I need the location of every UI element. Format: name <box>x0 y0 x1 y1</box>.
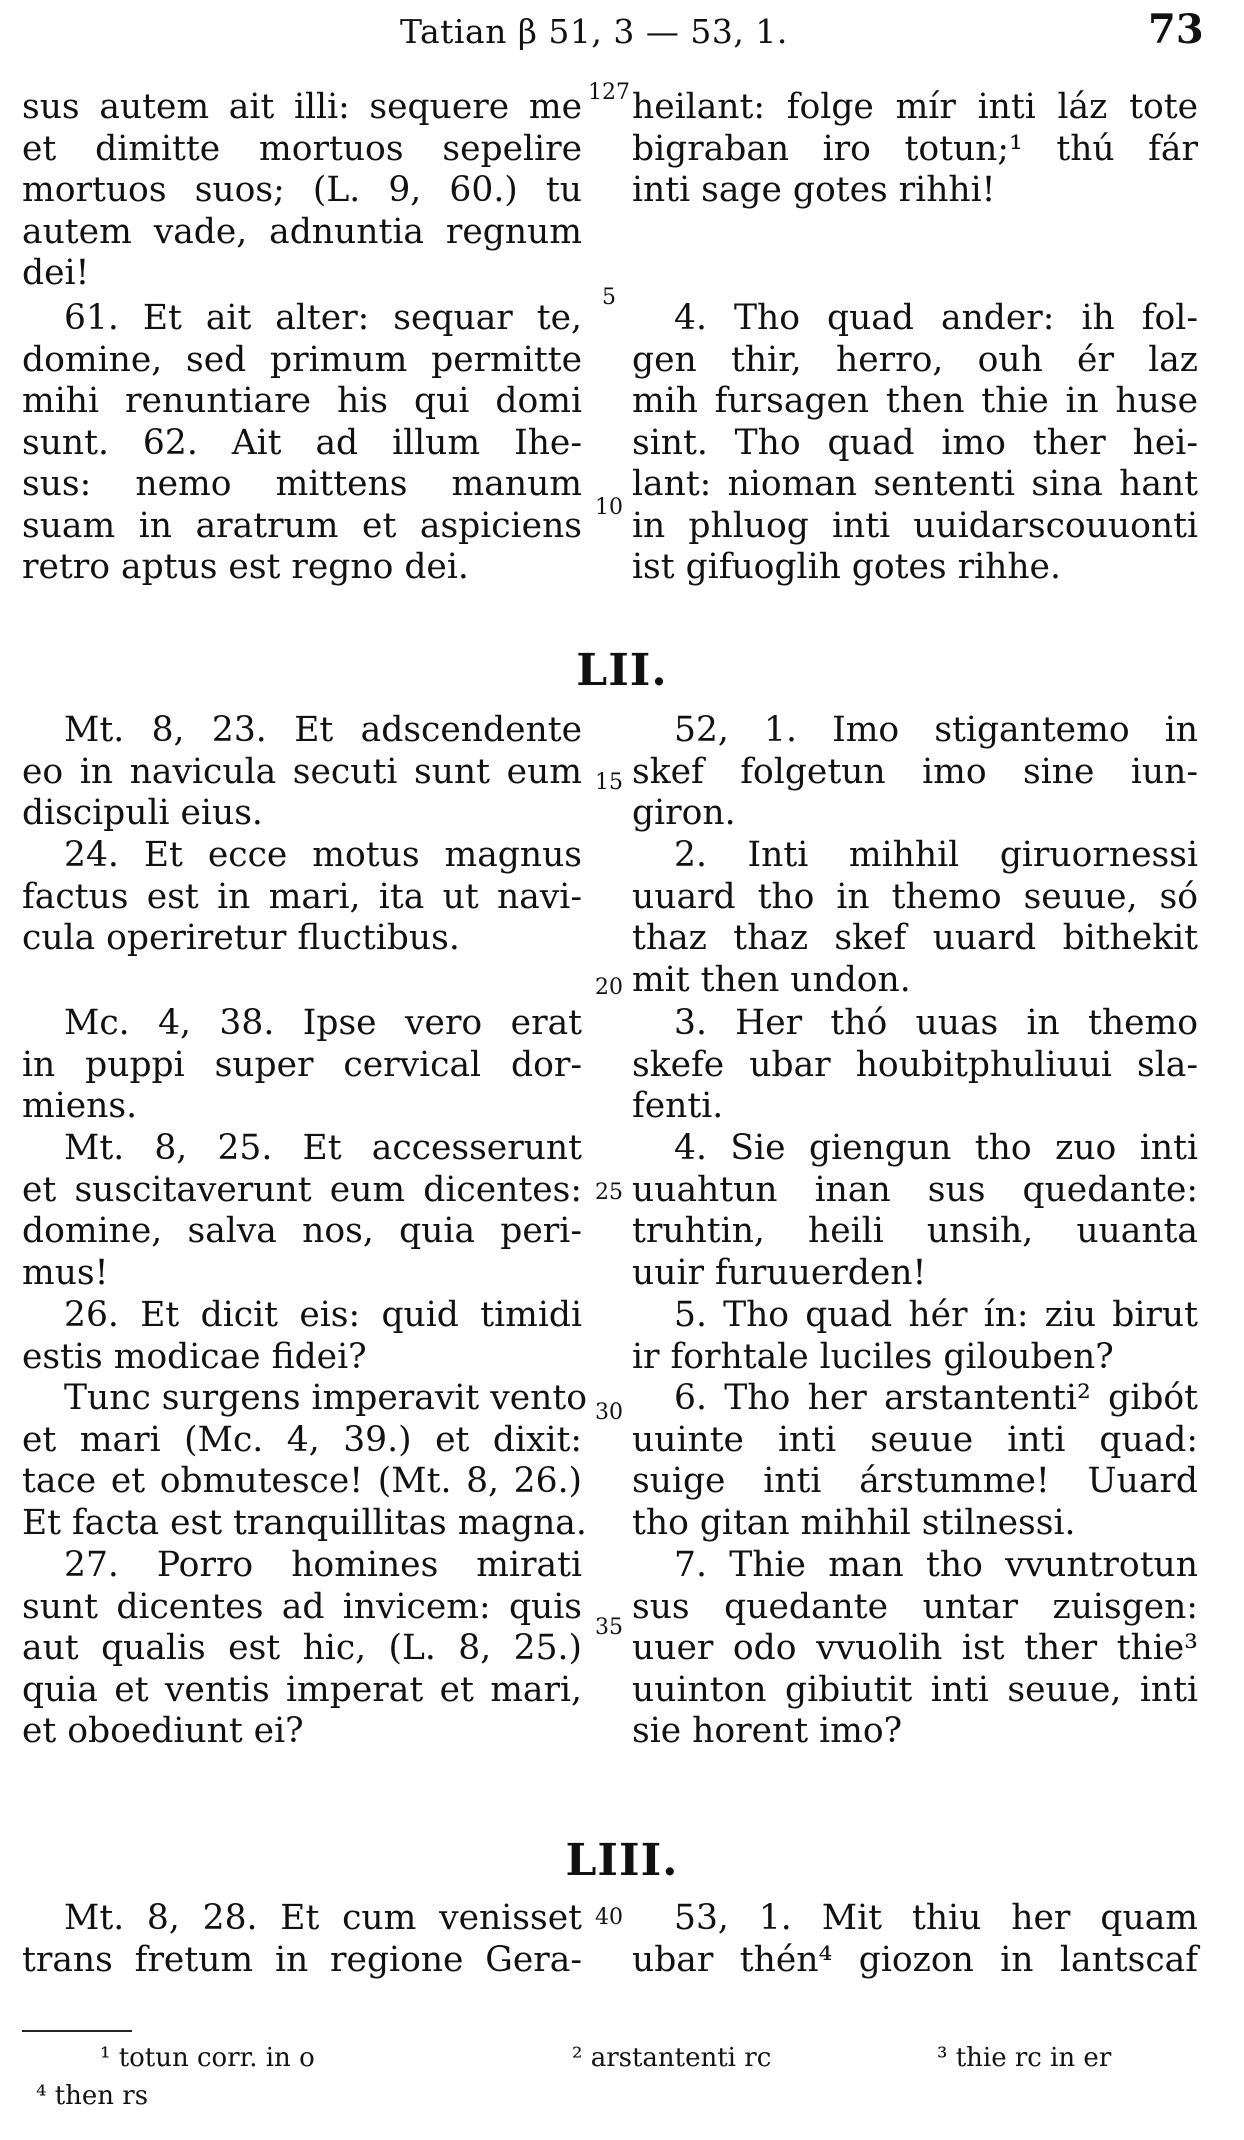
text-line: domine, sed primum permitte <box>22 339 582 380</box>
text-line: et suscitaverunt eum dicentes: <box>22 1169 582 1210</box>
latin-paragraph <box>22 1295 582 1378</box>
text-line: domine, salva nos, quia peri- <box>22 1211 582 1251</box>
text-line: uuir furuuerden! <box>632 1252 927 1293</box>
text-line: mih fursagen then thie in huse <box>632 381 1198 421</box>
text-line: uuinte inti seuue inti quad: <box>632 1419 1198 1460</box>
latin-paragraph <box>22 835 582 960</box>
footnote-4: ⁴ then rs <box>36 2081 149 2111</box>
text-line: skefe ubar houbitphuliuui sla- <box>632 1044 1198 1085</box>
text-line: aut qualis est hic, (L. 8, 25.) <box>22 1628 582 1668</box>
text-line: suam in aratrum et aspiciens <box>22 505 582 546</box>
text-line: 3. Her thó uuas in themo <box>674 1003 1198 1043</box>
latin-paragraph <box>22 1003 582 1128</box>
text-line: sunt. 62. Ait ad illum Ihe- <box>22 422 582 463</box>
section-heading-lii: LII. <box>576 645 668 696</box>
text-line: miens. <box>22 1086 138 1126</box>
ohg-paragraph <box>632 1545 1198 1753</box>
latin-paragraph <box>22 87 582 295</box>
text-line: discipuli eius. <box>22 793 263 833</box>
text-line: 7. Thie man tho vvuntrotun <box>674 1545 1198 1585</box>
latin-paragraph <box>22 1378 587 1544</box>
text-line: 24. Et ecce motus magnus <box>64 835 582 875</box>
text-line: Tunc surgens imperavit vento <box>64 1378 587 1418</box>
ohg-paragraph <box>632 298 1198 589</box>
text-line: cula operiretur fluctibus. <box>22 918 460 958</box>
text-line: 53, 1. Mit thiu her quam <box>674 1898 1198 1938</box>
text-line: ubar thén⁴ giozon in lantscaf <box>632 1939 1198 1980</box>
ohg-paragraph <box>632 1128 1198 1294</box>
line-number: 5 <box>602 285 616 310</box>
line-number: 15 <box>595 770 623 795</box>
line-number: 40 <box>595 1905 623 1930</box>
text-line: uuahtun inan sus quedante: <box>632 1169 1198 1210</box>
text-line: inti sage gotes rihhi! <box>632 170 996 210</box>
text-line: sus: nemo mittens manum <box>22 464 582 504</box>
latin-paragraph <box>22 298 582 589</box>
text-line: fenti. <box>632 1086 724 1126</box>
text-line: ir forhtale luciles gilouben? <box>632 1336 1114 1377</box>
ohg-paragraph <box>632 710 1198 835</box>
text-line: et mari (Mc. 4, 39.) et dixit: <box>22 1419 582 1460</box>
text-line: Mt. 8, 23. Et adscendente <box>64 710 582 750</box>
text-line: et dimitte mortuos sepelire <box>22 128 582 169</box>
text-line: et oboediunt ei? <box>22 1711 304 1751</box>
text-line: mus! <box>22 1252 109 1293</box>
ohg-paragraph <box>632 87 1198 212</box>
running-head <box>0 6 1244 66</box>
text-line: sie horent imo? <box>632 1711 903 1751</box>
footnote-2: ² arstantenti rc <box>572 2043 772 2073</box>
text-line: sunt dicentes ad invicem: quis <box>22 1586 582 1627</box>
footnote-3: ³ thie rc in er <box>937 2043 1112 2073</box>
text-line: uuinton gibiutit inti seuue, inti <box>632 1669 1198 1710</box>
text-line: Et facta est tranquillitas magna. <box>22 1502 587 1543</box>
line-number: 10 <box>595 495 623 520</box>
text-line: 6. Tho her arstantenti² gibót <box>674 1378 1198 1418</box>
line-number: 20 <box>595 975 623 1000</box>
text-line: mortuos suos; (L. 9, 60.) tu <box>22 170 582 210</box>
text-line: bigraban iro totun;¹ thú fár <box>632 128 1198 169</box>
text-line: 52, 1. Imo stigantemo in <box>674 710 1198 750</box>
ohg-paragraph <box>632 1003 1198 1128</box>
text-line: 26. Et dicit eis: quid timidi <box>64 1295 582 1335</box>
text-line: sus autem ait illi: sequere me <box>22 87 582 127</box>
line-number: 35 <box>595 1615 623 1640</box>
text-line: 61. Et ait alter: sequar te, <box>64 298 582 338</box>
text-line: 27. Porro homines mirati <box>64 1545 582 1585</box>
text-line: suige inti árstumme! Uuard <box>632 1461 1198 1501</box>
text-line: in puppi super cervical dor- <box>22 1044 582 1085</box>
text-line: tace et obmutesce! (Mt. 8, 26.) <box>22 1461 582 1501</box>
line-number: 30 <box>595 1400 623 1425</box>
text-line: truhtin, heili unsih, uuanta <box>632 1211 1198 1251</box>
text-line: dei! <box>22 253 90 293</box>
ohg-paragraph <box>632 1378 1198 1544</box>
ohg-paragraph <box>632 835 1198 1001</box>
text-line: ist gifuoglih gotes rihhe. <box>632 547 1061 587</box>
text-line: giron. <box>632 793 736 833</box>
text-line: lant: nioman sententi sina hant <box>632 464 1198 504</box>
text-line: Mc. 4, 38. Ipse vero erat <box>64 1003 582 1043</box>
text-line: skef folgetun imo sine iun- <box>632 751 1198 792</box>
text-line: factus est in mari, ita ut navi- <box>22 876 582 917</box>
text-line: autem vade, adnuntia regnum <box>22 211 582 252</box>
text-line: mit then undon. <box>632 959 911 1000</box>
ohg-paragraph <box>632 1295 1198 1378</box>
text-line: estis modicae fidei? <box>22 1336 367 1377</box>
running-head-title: Tatian β 51, 3 — 53, 1. <box>400 12 788 51</box>
footnote-rule <box>22 2030 132 2032</box>
text-line: Mt. 8, 28. Et cum venisset <box>64 1898 582 1938</box>
text-line: sus quedante untar zuisgen: <box>632 1586 1198 1627</box>
line-number: 127 <box>588 80 630 105</box>
footnote-1: ¹ totun corr. in o <box>100 2043 315 2073</box>
latin-paragraph <box>22 1898 582 1981</box>
text-line: sint. Tho quad imo ther hei- <box>632 422 1198 463</box>
ohg-paragraph <box>632 1898 1198 1981</box>
text-line: 4. Sie giengun tho zuo inti <box>674 1128 1198 1168</box>
text-line: 5. Tho quad hér ín: ziu birut <box>674 1295 1198 1335</box>
text-line: heilant: folge mír inti láz tote <box>632 87 1198 127</box>
text-line: Mt. 8, 25. Et accesserunt <box>64 1128 582 1168</box>
latin-paragraph <box>22 1128 582 1294</box>
line-number: 25 <box>595 1180 623 1205</box>
text-line: thaz thaz skef uuard bithekit <box>632 918 1198 958</box>
text-line: eo in navicula secuti sunt eum <box>22 751 582 792</box>
text-line: 4. Tho quad ander: ih fol- <box>674 298 1198 338</box>
text-line: uuard tho in themo seuue, só <box>632 876 1198 917</box>
text-line: 2. Inti mihhil giruornessi <box>674 835 1198 875</box>
page-number: 73 <box>1148 6 1204 53</box>
latin-paragraph <box>22 1545 582 1753</box>
text-line: quia et ventis imperat et mari, <box>22 1669 582 1710</box>
text-line: gen thir, herro, ouh ér laz <box>632 339 1198 380</box>
latin-paragraph <box>22 710 582 835</box>
text-line: uuer odo vvuolih ist ther thie³ <box>632 1628 1198 1668</box>
text-line: in phluog inti uuidarscouuonti <box>632 505 1198 546</box>
text-line: mihi renuntiare his qui domi <box>22 381 582 421</box>
text-line: retro aptus est regno dei. <box>22 547 469 587</box>
text-line: trans fretum in regione Gera- <box>22 1939 582 1980</box>
section-heading-liii: LIII. <box>565 1835 679 1886</box>
text-line: tho gitan mihhil stilnessi. <box>632 1502 1076 1543</box>
